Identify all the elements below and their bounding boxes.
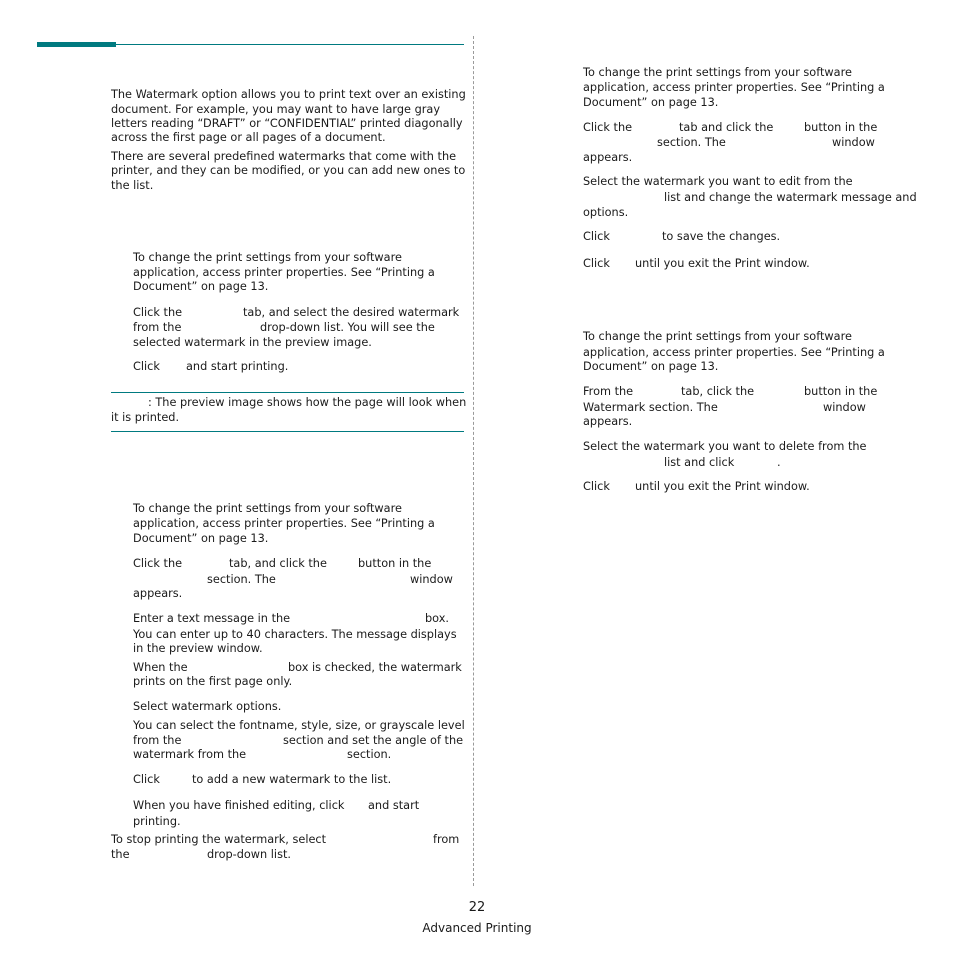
create-step4-text: section. xyxy=(347,748,392,761)
column-divider xyxy=(473,36,474,886)
edit-step4-text: to save the changes. xyxy=(662,230,781,243)
use-step2-text: from the xyxy=(133,321,182,334)
delete-step4-text: Click xyxy=(583,480,610,493)
create-step4-text: from the xyxy=(133,734,182,747)
create-step2-text: button in the xyxy=(358,557,432,570)
create-step3-text: prints on the first page only. xyxy=(133,675,293,688)
create-step3-text: box. xyxy=(425,612,450,625)
edit-step5-text: Click xyxy=(583,257,610,270)
intro-line: across the first page or all pages of a document. xyxy=(111,131,386,144)
use-step1-line: Document” on page 13. xyxy=(133,280,269,293)
create-step6-text: and start xyxy=(368,799,420,812)
intro-line: letters reading “DRAFT” or “CONFIDENTIAL” printed diagonally xyxy=(111,117,463,130)
delete-step2-text: tab, click the xyxy=(681,385,755,398)
edit-step2-text: appears. xyxy=(583,151,633,164)
create-step3-text: When the xyxy=(133,661,188,674)
create-step5-text: Click xyxy=(133,773,160,786)
edit-step3-text: Select the watermark you want to edit from the xyxy=(583,175,853,188)
edit-step1-line: application, access printer properties. See “Printing a xyxy=(583,81,885,94)
delete-step3-text: . xyxy=(777,456,781,469)
create-step6-text: printing. xyxy=(133,815,181,828)
create-step5-text: to add a new watermark to the list. xyxy=(192,773,392,786)
create-step4-text: section and set the angle of the xyxy=(283,734,464,747)
delete-step3-text: list and click xyxy=(664,456,735,469)
delete-step1-line: application, access printer properties. See “Printing a xyxy=(583,346,885,359)
delete-step2-text: From the xyxy=(583,385,634,398)
page-number: 22 xyxy=(468,900,486,915)
use-step1-line: application, access printer properties. See “Printing a xyxy=(133,266,435,279)
edit-step2-text: tab and click the xyxy=(679,121,774,134)
create-step2-text: appears. xyxy=(133,587,183,600)
edit-step5-text: until you exit the Print window. xyxy=(635,257,810,270)
delete-step1-line: To change the print settings from your software xyxy=(583,330,852,343)
note-text: it is printed. xyxy=(111,411,180,424)
use-step1-line: To change the print settings from your software xyxy=(133,251,402,264)
use-step3-text: and start printing. xyxy=(186,360,289,373)
create-step3-text: box is checked, the watermark xyxy=(288,661,462,674)
edit-step4-text: Click xyxy=(583,230,610,243)
create-step4-text: You can select the font xyxy=(133,719,262,732)
edit-step3-text: list and change the watermark message and xyxy=(664,191,917,204)
use-step2-text: Click the xyxy=(133,306,183,319)
delete-step2-text: button in the xyxy=(804,385,878,398)
stop-watermark-text: from xyxy=(433,833,460,846)
create-step2-text: Click the xyxy=(133,557,183,570)
use-step2-text: drop-down list. You will see the xyxy=(260,321,435,334)
edit-step3-text: options. xyxy=(583,206,629,219)
delete-step2-text: Watermark section. The xyxy=(583,401,718,414)
edit-step2-text: window xyxy=(832,136,875,149)
use-step3-text: Click xyxy=(133,360,160,373)
create-step2-text: tab, and click the xyxy=(229,557,327,570)
stop-watermark-text: To stop printing the watermark, select xyxy=(111,833,327,846)
create-step2-text: section. The xyxy=(207,573,276,586)
edit-step2-text: button in the xyxy=(804,121,878,134)
use-step2-text: tab, and select the desired watermark xyxy=(243,306,460,319)
delete-step2-text: appears. xyxy=(583,415,633,428)
create-step3-text: Enter a text message in the xyxy=(133,612,291,625)
create-step1-line: To change the print settings from your software xyxy=(133,502,402,515)
create-step2-text: window xyxy=(410,573,453,586)
create-step1-line: application, access printer properties. See “Printing a xyxy=(133,517,435,530)
intro-line: printer, and they can be modified, or you can add new ones to xyxy=(111,164,466,177)
section-header-rule xyxy=(116,44,464,45)
edit-step2-text: section. The xyxy=(657,136,726,149)
stop-watermark-text: the xyxy=(111,848,130,861)
delete-step4-text: until you exit the Print window. xyxy=(635,480,810,493)
create-step1-line: Document” on page 13. xyxy=(133,532,269,545)
delete-step1-line: Document” on page 13. xyxy=(583,360,719,373)
intro-line: document. For example, you may want to have large gray xyxy=(111,103,441,116)
create-step3-text: in the preview window. xyxy=(133,642,263,655)
edit-step2-text: Click the xyxy=(583,121,633,134)
intro-line: There are several predefined watermarks that come with the xyxy=(111,150,457,163)
use-step2-text: selected watermark in the preview image. xyxy=(133,336,372,349)
intro-line: The Watermark option allows you to print text over an existing xyxy=(111,88,466,101)
note-top-rule xyxy=(111,392,464,393)
create-step4-text: watermark from the xyxy=(133,748,247,761)
stop-watermark-text: drop-down list. xyxy=(207,848,291,861)
create-step4-text: Select watermark options. xyxy=(133,700,282,713)
edit-step1-line: To change the print settings from your software xyxy=(583,66,852,79)
edit-step1-line: Document” on page 13. xyxy=(583,96,719,109)
delete-step3-text: Select the watermark you want to delete from the xyxy=(583,440,867,453)
chapter-title: Advanced Printing xyxy=(422,921,532,935)
note-text: : The preview image shows how the page will look when xyxy=(148,396,467,409)
create-step4-text: name, style, size, or grayscale level xyxy=(262,719,465,732)
note-bottom-rule xyxy=(111,431,464,432)
create-step6-text: When you have finished editing, click xyxy=(133,799,345,812)
create-step3-text: You can enter up to 40 characters. The message displays xyxy=(133,628,457,641)
intro-line: the list. xyxy=(111,179,154,192)
section-accent-bar xyxy=(37,42,116,47)
delete-step2-text: window xyxy=(823,401,866,414)
